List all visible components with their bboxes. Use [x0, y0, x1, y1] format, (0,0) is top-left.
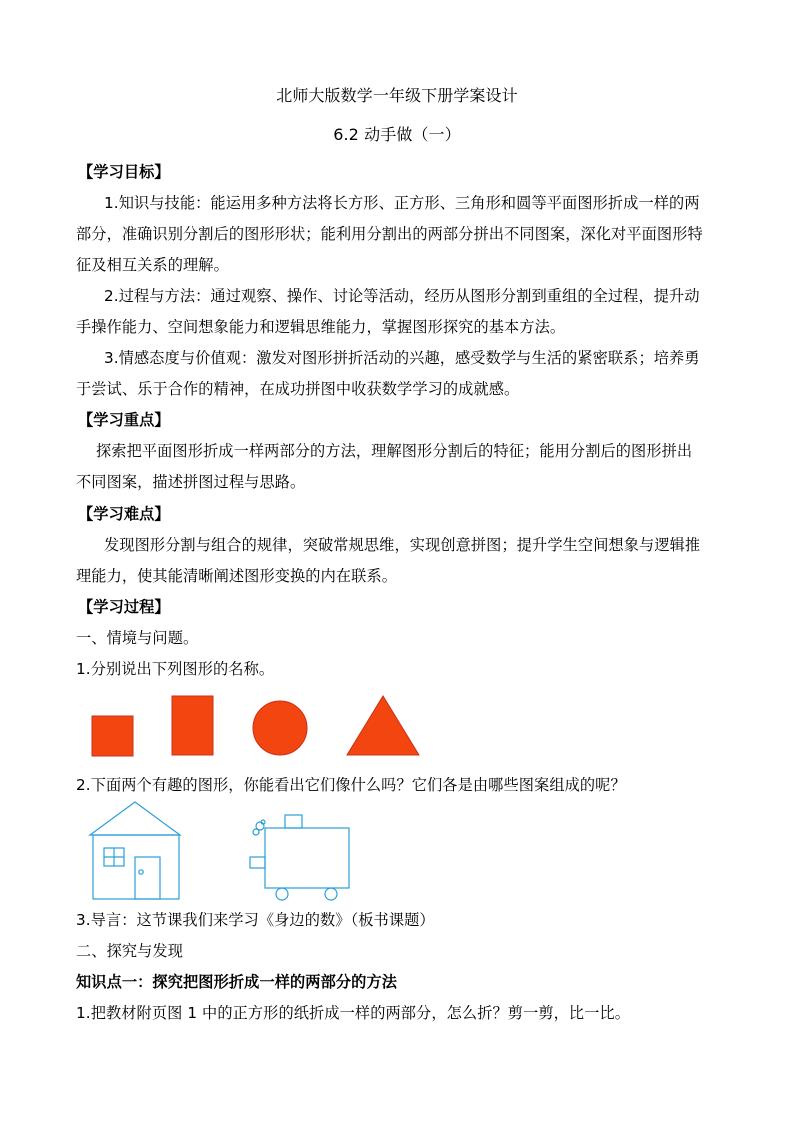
- focus-line2: 不同图案，描述拼图过程与思路。: [76, 473, 306, 491]
- question-2: 2.下面两个有趣的图形，你能看出它们像什么吗？它们各是由哪些图案组成的呢？: [76, 776, 626, 794]
- house-body: [93, 835, 179, 899]
- focus-line1: 探索把平面图形折成一样两部分的方法，理解图形分割后的特征；能用分割后的图形拼出: [96, 442, 693, 460]
- car-chimney: [285, 815, 302, 828]
- part1-heading: 一、情境与问题。: [76, 629, 199, 647]
- goal2-line1: 2.过程与方法：通过观察、操作、讨论等活动，经历从图形分割到重组的全过程，提升动: [104, 287, 700, 305]
- house-drawing: [90, 802, 180, 899]
- goal1-line3: 征及相互关系的理解。: [76, 256, 229, 274]
- kp1-question-1: 1.把教材附页图 1 中的正方形的纸折成一样的两部分，怎么折？剪一剪，比一比。: [76, 1004, 631, 1022]
- goal3-line2: 于尝试、乐于合作的精神，在成功拼图中收获数学学习的成就感。: [76, 380, 520, 398]
- smoke-medium: [253, 829, 259, 835]
- difficulty-heading: 【学习难点】: [78, 505, 170, 523]
- car-wheel-right: [325, 888, 337, 900]
- doc-title: 北师大版数学一年级下册学案设计: [276, 86, 518, 105]
- car-front-block: [250, 857, 265, 868]
- difficulty-line2: 理能力，使其能清晰阐述图形变换的内在联系。: [76, 567, 398, 585]
- car-drawing: [250, 815, 349, 900]
- door-knob: [139, 870, 143, 874]
- goal1-line1: 1.知识与技能：能运用多种方法将长方形、正方形、三角形和圆等平面图形折成一样的两: [104, 194, 700, 212]
- house-door: [135, 857, 160, 899]
- goals-heading: 【学习目标】: [78, 163, 170, 181]
- knowledge-point-1: 知识点一：探究把图形折成一样的两部分的方法: [76, 973, 398, 991]
- goal1-line2: 部分，准确识别分割后的图形形状；能利用分割出的两部分拼出不同图案，深化对平面图形特: [76, 225, 703, 243]
- car-wheel-left: [276, 888, 288, 900]
- process-heading: 【学习过程】: [78, 598, 170, 616]
- question-3: 3.导言：这节课我们来学习《身边的数》（板书课题）: [76, 911, 435, 929]
- house-roof: [90, 802, 180, 835]
- doc-subtitle: 6.2 动手做（一）: [333, 125, 461, 144]
- difficulty-line1: 发现图形分割与组合的规律，突破常规思维，实现创意拼图；提升学生空间想象与逻辑推: [104, 536, 701, 554]
- part2-heading: 二、探究与发现: [76, 942, 184, 960]
- goal2-line2: 手操作能力、空间想象能力和逻辑思维能力，掌握图形探究的基本方法。: [76, 318, 566, 336]
- car-body: [265, 828, 349, 888]
- focus-heading: 【学习重点】: [78, 411, 170, 429]
- question-1: 1.分别说出下列图形的名称。: [76, 660, 275, 678]
- goal3-line1: 3.情感态度与价值观：激发对图形拼折活动的兴趣，感受数学与生活的紧密联系；培养勇: [104, 349, 700, 367]
